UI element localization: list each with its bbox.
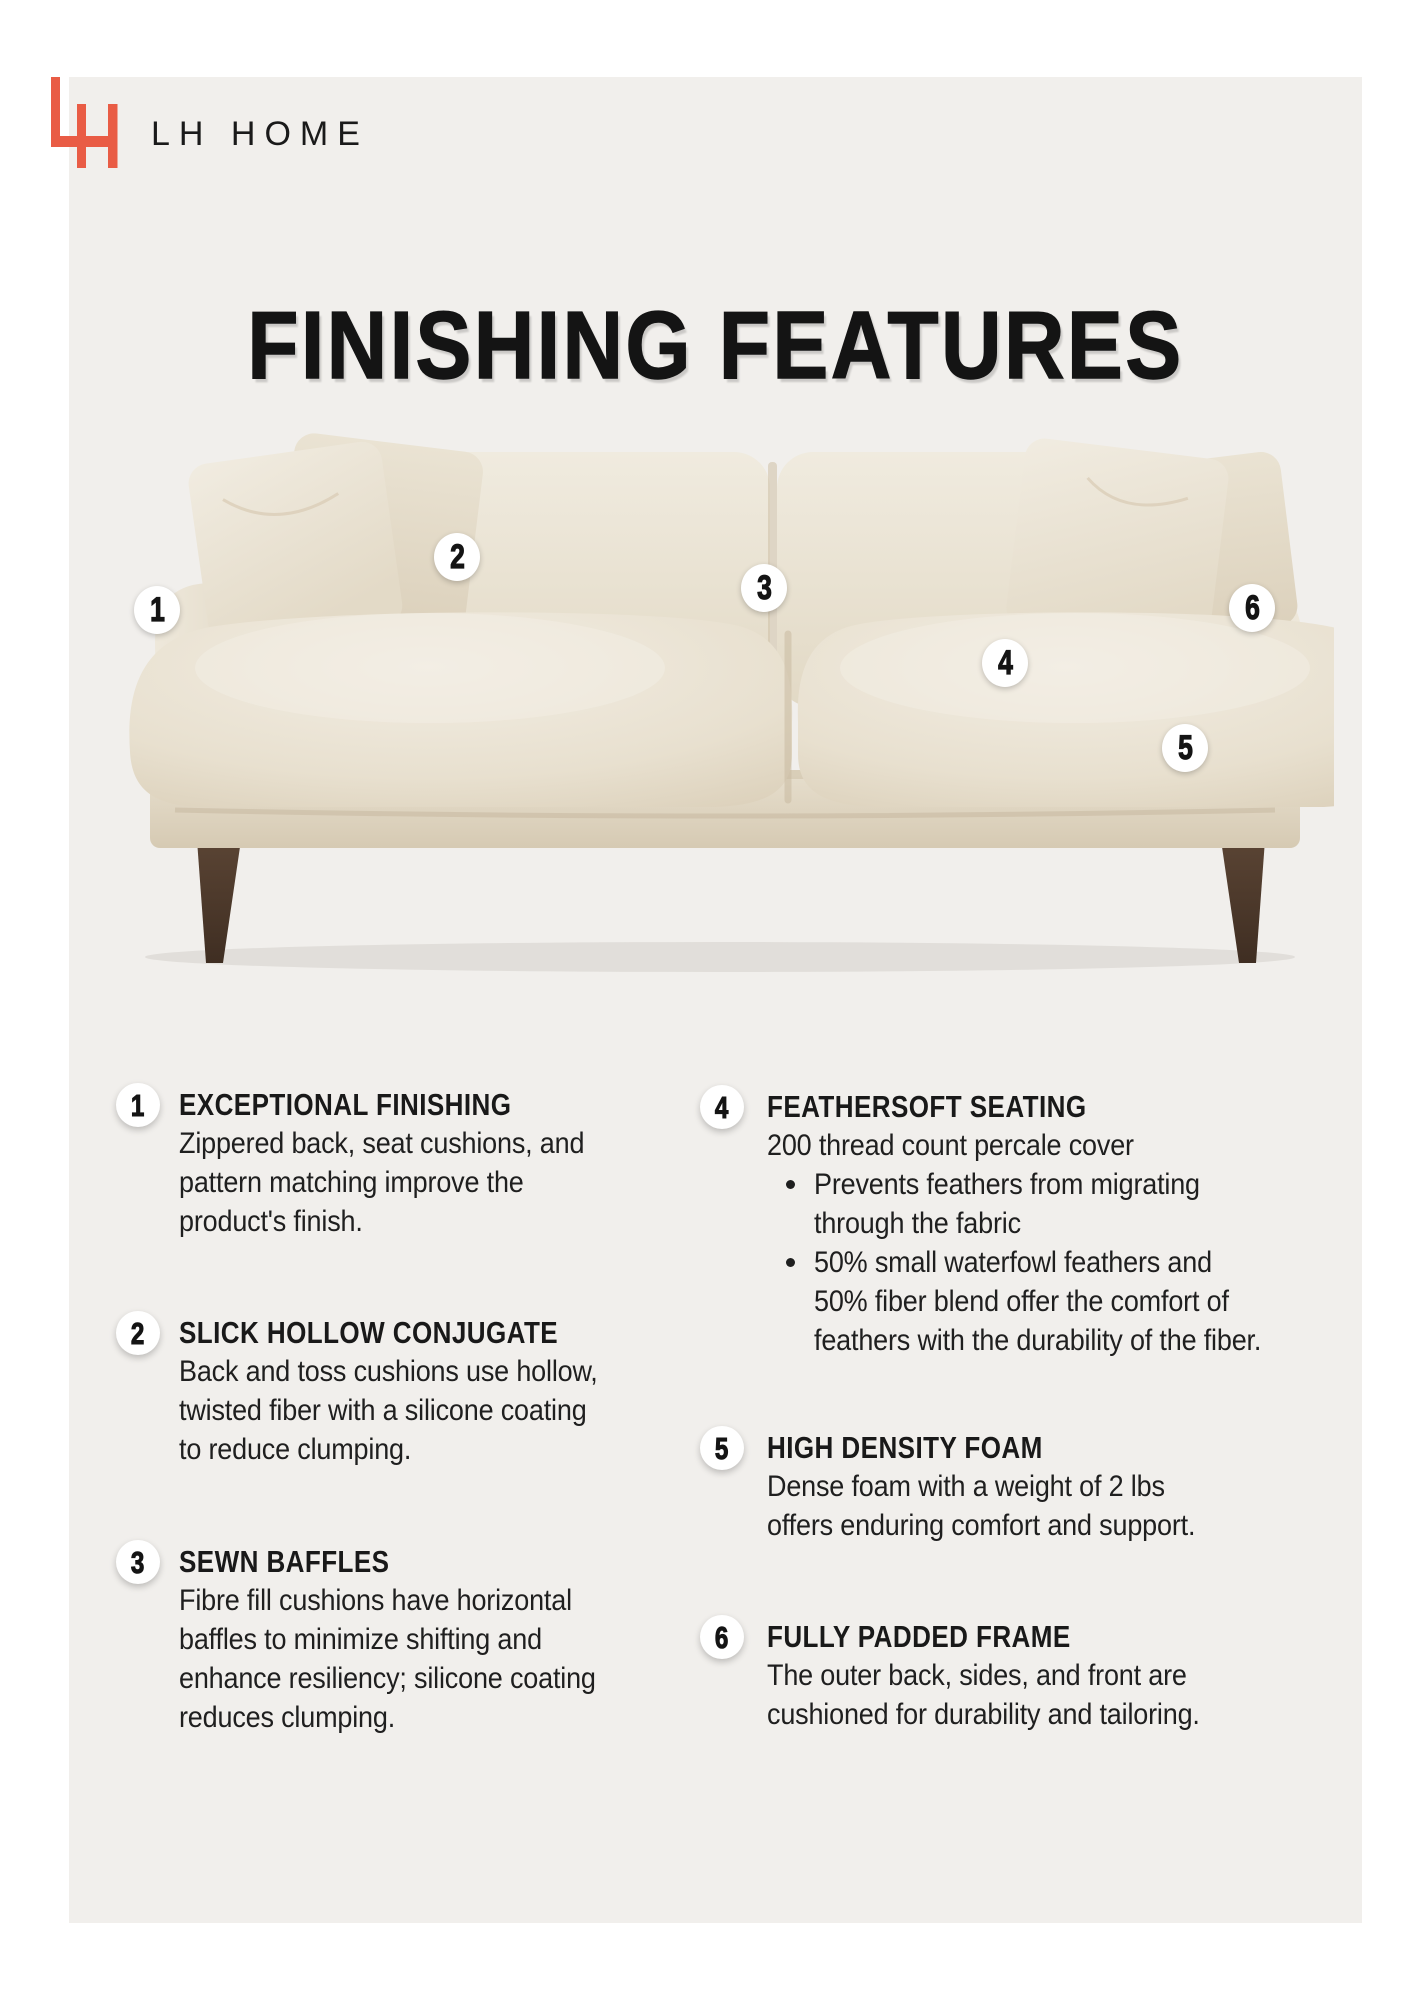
feature-title: FEATHERSOFT SEATING xyxy=(767,1089,1087,1124)
feature-number: 5 xyxy=(715,1430,729,1466)
bullet-line: through the fabric xyxy=(814,1207,1021,1240)
feature-body xyxy=(767,1656,1248,1734)
feature-item xyxy=(131,1544,642,1737)
sofa-leg-left xyxy=(197,840,241,963)
bullet-line: 50% small waterfowl feathers and xyxy=(814,1246,1212,1279)
marker-number: 6 xyxy=(1244,589,1260,627)
marker-number: 3 xyxy=(756,569,772,607)
feature-title: SLICK HOLLOW CONJUGATE xyxy=(179,1315,559,1350)
feature-item xyxy=(131,1087,629,1241)
feature-number-badge xyxy=(116,1540,160,1584)
sofa-marker-3 xyxy=(741,564,787,612)
marker-number: 1 xyxy=(149,591,165,629)
feature-title: SEWN BAFFLES xyxy=(179,1544,390,1579)
feature-body xyxy=(767,1467,1243,1545)
feature-body-line: Back and toss cushions use hollow, xyxy=(179,1355,598,1388)
feature-body-line: twisted fiber with a silicone coating xyxy=(179,1394,587,1427)
feature-number: 1 xyxy=(131,1087,145,1123)
sofa-marker-2 xyxy=(434,533,480,581)
feature-body-line: 200 thread count percale cover xyxy=(767,1129,1134,1162)
floor-shadow xyxy=(145,942,1295,972)
feature-number-badge xyxy=(700,1426,744,1470)
feature-bullet xyxy=(767,1165,1311,1243)
brand-name: LH HOME xyxy=(151,115,369,153)
feature-body xyxy=(179,1124,629,1241)
feature-body-line: reduces clumping. xyxy=(179,1701,396,1734)
sofa-illustration xyxy=(80,420,1334,980)
sofa-marker-1 xyxy=(134,586,180,634)
bullet-line: 50% fiber blend offer the comfort of xyxy=(814,1285,1229,1318)
feature-item xyxy=(715,1089,1311,1360)
feature-body-line: product's finish. xyxy=(179,1205,363,1238)
feature-body-line: enhance resiliency; silicone coating xyxy=(179,1662,596,1695)
feature-number: 6 xyxy=(715,1619,729,1655)
feature-item xyxy=(131,1315,644,1469)
page-title: FINISHING FEATURES xyxy=(247,292,1184,400)
feature-body-line: Dense foam with a weight of 2 lbs xyxy=(767,1470,1165,1503)
bullet-icon xyxy=(786,1180,795,1189)
feature-body-line: to reduce clumping. xyxy=(179,1433,412,1466)
bullet-line: Prevents feathers from migrating xyxy=(814,1168,1200,1201)
feature-body xyxy=(179,1352,644,1469)
feature-body-line: Zippered back, seat cushions, and xyxy=(179,1127,585,1160)
feature-body-line: pattern matching improve the xyxy=(179,1166,524,1199)
sofa-marker-6 xyxy=(1229,584,1275,632)
marker-number: 5 xyxy=(1177,729,1193,767)
marker-number: 4 xyxy=(997,644,1013,682)
sofa-marker-5 xyxy=(1162,724,1208,772)
feature-body-line: cushioned for durability and tailoring. xyxy=(767,1698,1200,1731)
feature-body xyxy=(179,1581,642,1737)
feature-number: 2 xyxy=(131,1315,145,1351)
feature-title: FULLY PADDED FRAME xyxy=(767,1619,1071,1654)
sofa-leg-right xyxy=(1221,840,1265,963)
feature-number-badge xyxy=(700,1615,744,1659)
feature-body-line: Fibre fill cushions have horizontal xyxy=(179,1584,572,1617)
feature-title: EXCEPTIONAL FINISHING xyxy=(179,1087,512,1122)
bullet-icon xyxy=(786,1258,795,1267)
feature-number-badge xyxy=(116,1083,160,1127)
feature-body-line: baffles to minimize shifting and xyxy=(179,1623,542,1656)
feature-number-badge xyxy=(700,1085,744,1129)
feature-bullet xyxy=(767,1243,1311,1360)
sofa-marker-4 xyxy=(982,639,1028,687)
feature-number: 4 xyxy=(715,1089,729,1125)
feature-body xyxy=(767,1126,1311,1360)
feature-body-line: offers enduring comfort and support. xyxy=(767,1509,1196,1542)
feature-number: 3 xyxy=(131,1544,145,1580)
feature-body-line: The outer back, sides, and front are xyxy=(767,1659,1187,1692)
feature-item xyxy=(715,1619,1248,1734)
marker-number: 2 xyxy=(449,538,465,576)
lh-monogram-icon xyxy=(48,74,120,170)
feature-item xyxy=(715,1430,1243,1545)
feature-title: HIGH DENSITY FOAM xyxy=(767,1430,1043,1465)
feature-number-badge xyxy=(116,1311,160,1355)
bullet-line: feathers with the durability of the fiber. xyxy=(814,1324,1262,1357)
